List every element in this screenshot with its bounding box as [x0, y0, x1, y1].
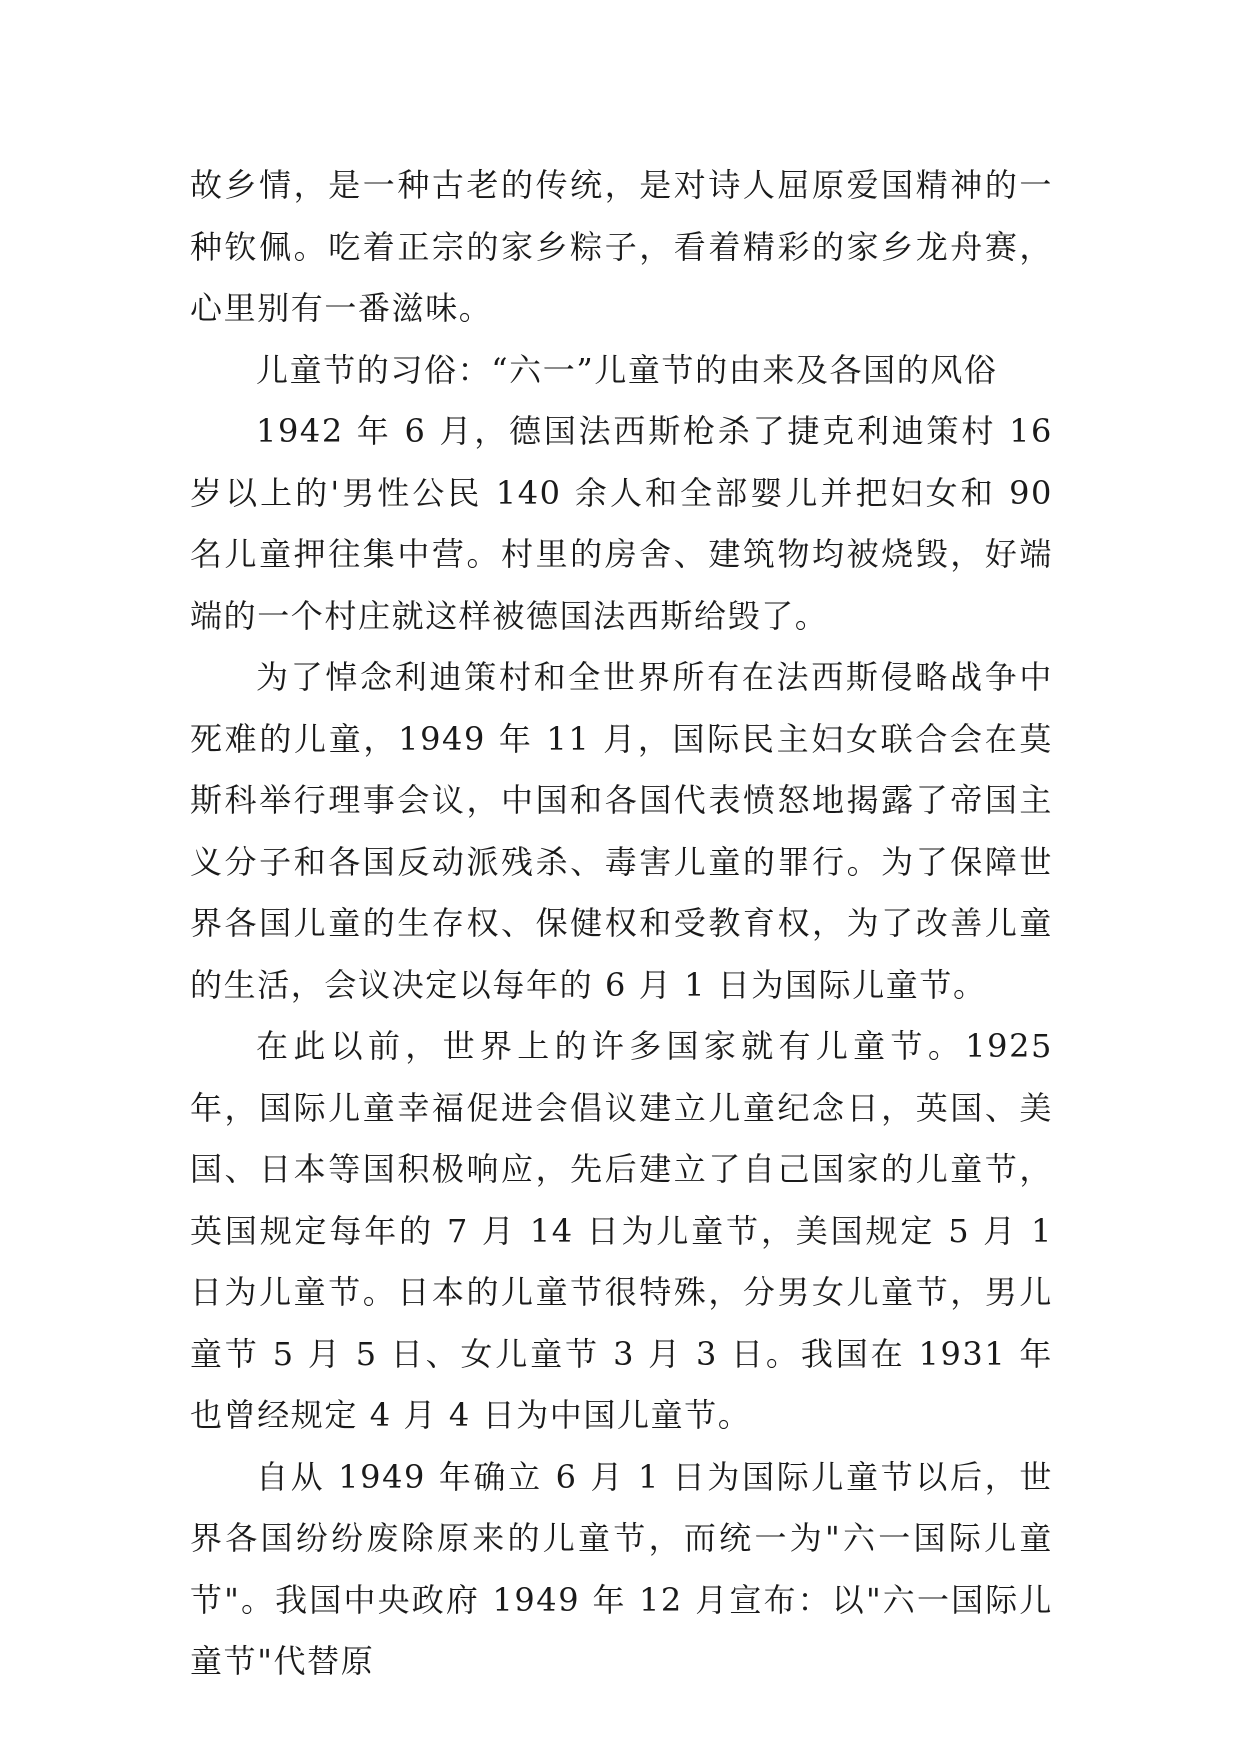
paragraph-earlier-childrens-days: 在此以前，世界上的许多国家就有儿童节。1925 年，国际儿童幸福促进会倡议建立儿童纪念日，英国、美国、日本等国积极响应，先后建立了自己国家的儿童节，英国规定每年的 7 月 14 日为儿童节，美国规定 5 月 1 日为儿童节。日本的儿童节很特殊，分男女儿童节，男儿童节 5 月 5 日、女儿童节 3 月 3 日。我国在 1931 年也曾经规定 4 月 4 日为中国儿童节。	[190, 1027, 1053, 1434]
body-text	[190, 155, 1053, 1693]
paragraph-1949-meeting: 为了悼念利迪策村和全世界所有在法西斯侵略战争中死难的儿童，1949 年 11 月，国际民主妇女联合会在莫斯科举行理事会议，中国和各国代表愤怒地揭露了帝国主义分子和各国反动派残杀、毒害儿童的罪行。为了保障世界各国儿童的生存权、保健权和受教育权，为了改善儿童的生活，会议决定以每年的 6 月 1 日为国际儿童节。	[190, 658, 1053, 1004]
paragraph-1942: 1942 年 6 月，德国法西斯枪杀了捷克利迪策村 16 岁以上的'男性公民 140 余人和全部婴儿并把妇女和 90 名儿童押往集中营。村里的房舍、建筑物均被烧毁，好端端的一个村庄就这样被德国法西斯给毁了。	[190, 412, 1053, 635]
paragraph-unification: 自从 1949 年确立 6 月 1 日为国际儿童节以后，世界各国纷纷废除原来的儿童节，而统一为"六一国际儿童节"。我国中央政府 1949 年 12 月宣布：以"六一国际儿童节"代替原	[190, 1457, 1053, 1680]
paragraph-heading: 儿童节的习俗：“六一”儿童节的由来及各国的风俗	[256, 350, 998, 389]
paragraph-continuation: 故乡情，是一种古老的传统，是对诗人屈原爱国精神的一种钦佩。吃着正宗的家乡粽子，看着精彩的家乡龙舟赛，心里别有一番滋味。	[190, 166, 1053, 327]
